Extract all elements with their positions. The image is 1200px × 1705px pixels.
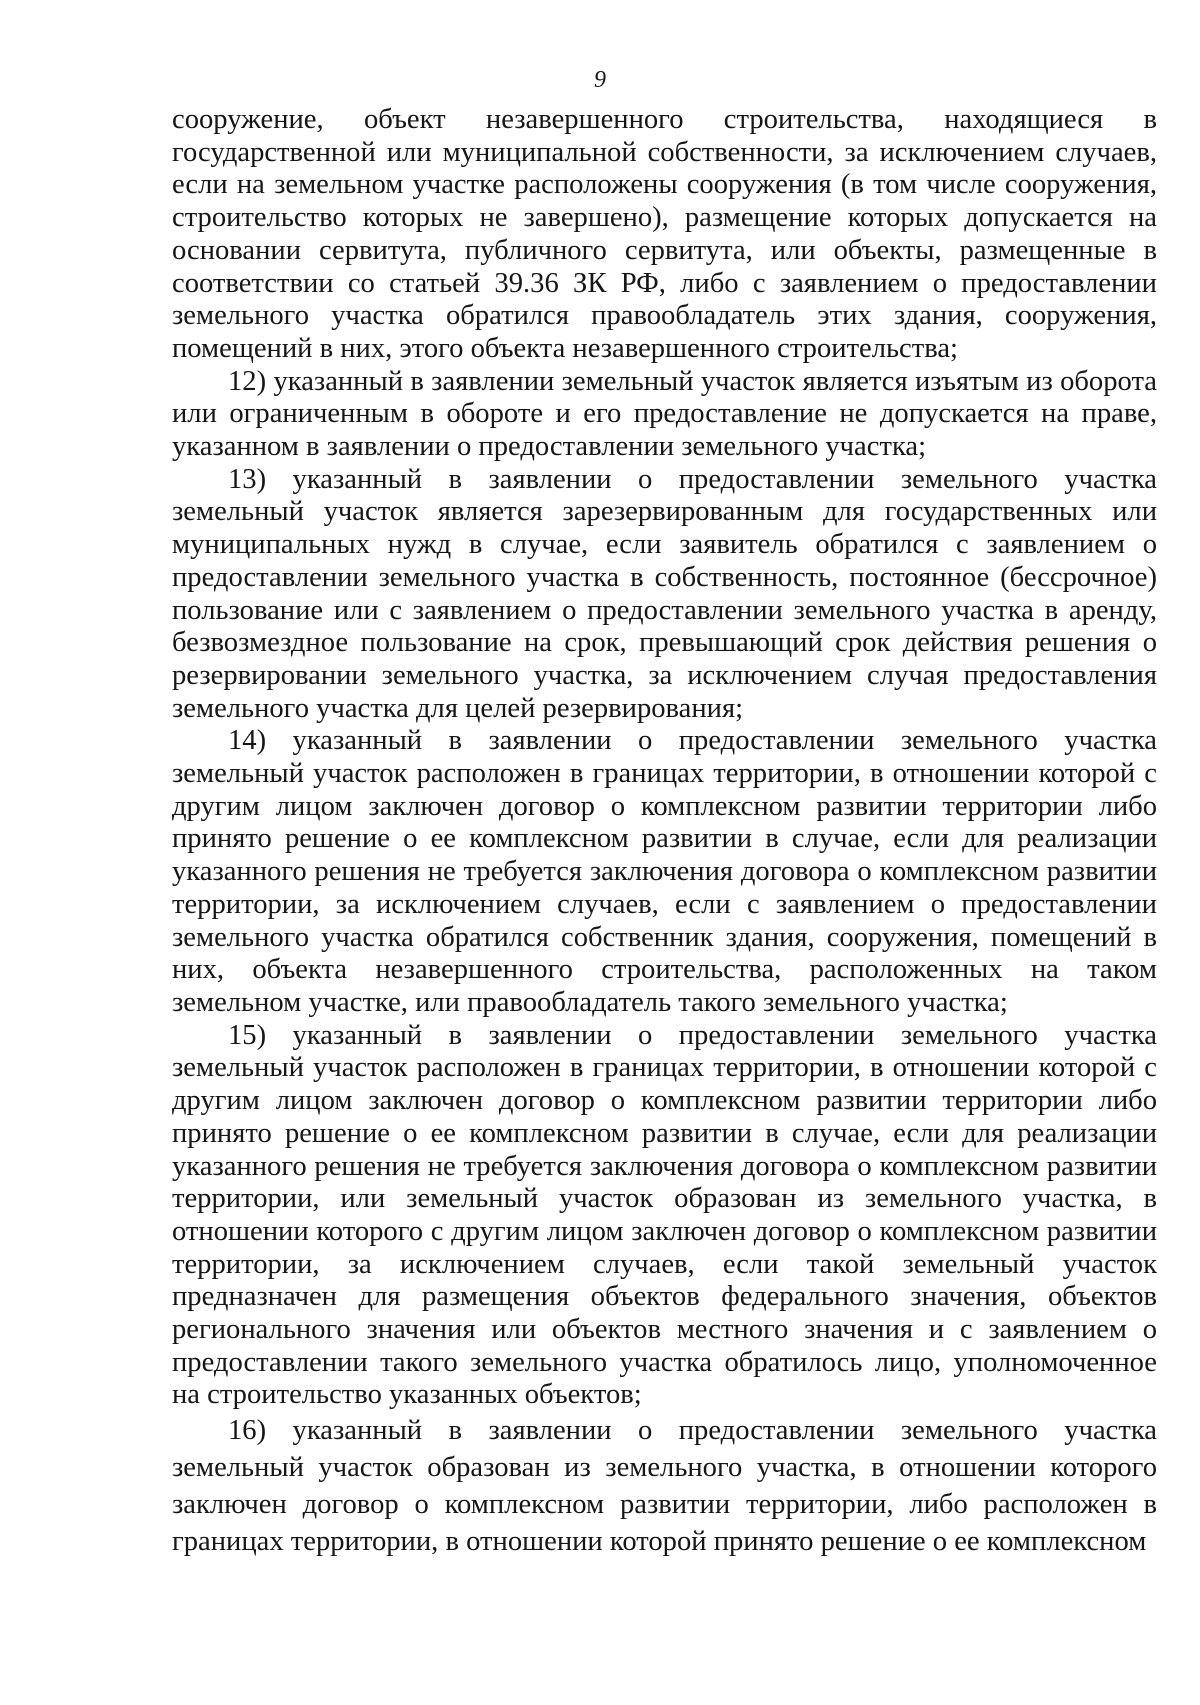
page-number: 9 — [594, 67, 606, 93]
paragraph-item-13: 13) указанный в заявлении о предоставлении земельного участка земельный участок является зарезервированным для государственных или муниципальных нужд в случае, если заявитель обратился с заявлением о предоставлении земельного участка в собственность, постоянное (бессрочное) пользование или с заявлением о предоставлении земельного участка в аренду, безвозмездное пользование на срок, превышающий срок действия решения о резервировании земельного участка, за исключением случая предоставления земельного участка для целей резервирования; — [172, 463, 1157, 724]
paragraph-continuation: сооружение, объект незавершенного строительства, находящиеся в государственной или муниципальной собственности, за исключением случаев, если на земельном участке расположены сооружения (в том числе сооружения, строительство которых не завершено), размещение которых допускается на основании сервитута, публичного сервитута, или объекты, размещенные в соответствии со статьей 39.36 ЗК РФ, либо с заявлением о предоставлении земельного участка обратился правообладатель этих здания, сооружения, помещений в них, этого объекта незавершенного строительства; — [172, 104, 1157, 364]
paragraph-item-12: 12) указанный в заявлении земельный участок является изъятым из оборота или ограниченным в обороте и его предоставление не допускается на праве, указанном в заявлении о предоставлении земельного участка; — [172, 365, 1157, 463]
paragraph-item-14: 14) указанный в заявлении о предоставлении земельного участка земельный участок расположен в границах территории, в отношении которой с другим лицом заключен договор о комплексном развитии территории либо принято решение о ее комплексном развитии в случае, если для реализации указанного решения не требуется заключения договора о комплексном развитии территории, за исключением случаев, если с заявлением о предоставлении земельного участка обратился собственник здания, сооружения, помещений в них, объекта незавершенного строительства, расположенных на таком земельном участке, или правообладатель такого земельного участка; — [172, 725, 1157, 1018]
document-body — [172, 104, 1157, 1560]
paragraph-item-16: 16) указанный в заявлении о предоставлении земельного участка земельный участок образован из земельного участка, в отношении которого заключен договор о комплексном развитии территории, либо расположен в границах территории, в отношении которой принято решение о ее комплексном — [172, 1415, 1157, 1558]
paragraph-item-15: 15) указанный в заявлении о предоставлении земельного участка земельный участок расположен в границах территории, в отношении которой с другим лицом заключен договор о комплексном развитии территории либо принято решение о ее комплексном развитии в случае, если для реализации указанного решения не требуется заключения договора о комплексном развитии территории, или земельный участок образован из земельного участка, в отношении которого с другим лицом заключен договор о комплексном развитии территории, за исключением случаев, если такой земельный участок предназначен для размещения объектов федерального значения, объектов регионального значения или объектов местного значения и с заявлением о предоставлении такого земельного участка обратилось лицо, уполномоченное на строительство указанных объектов; — [172, 1019, 1157, 1411]
